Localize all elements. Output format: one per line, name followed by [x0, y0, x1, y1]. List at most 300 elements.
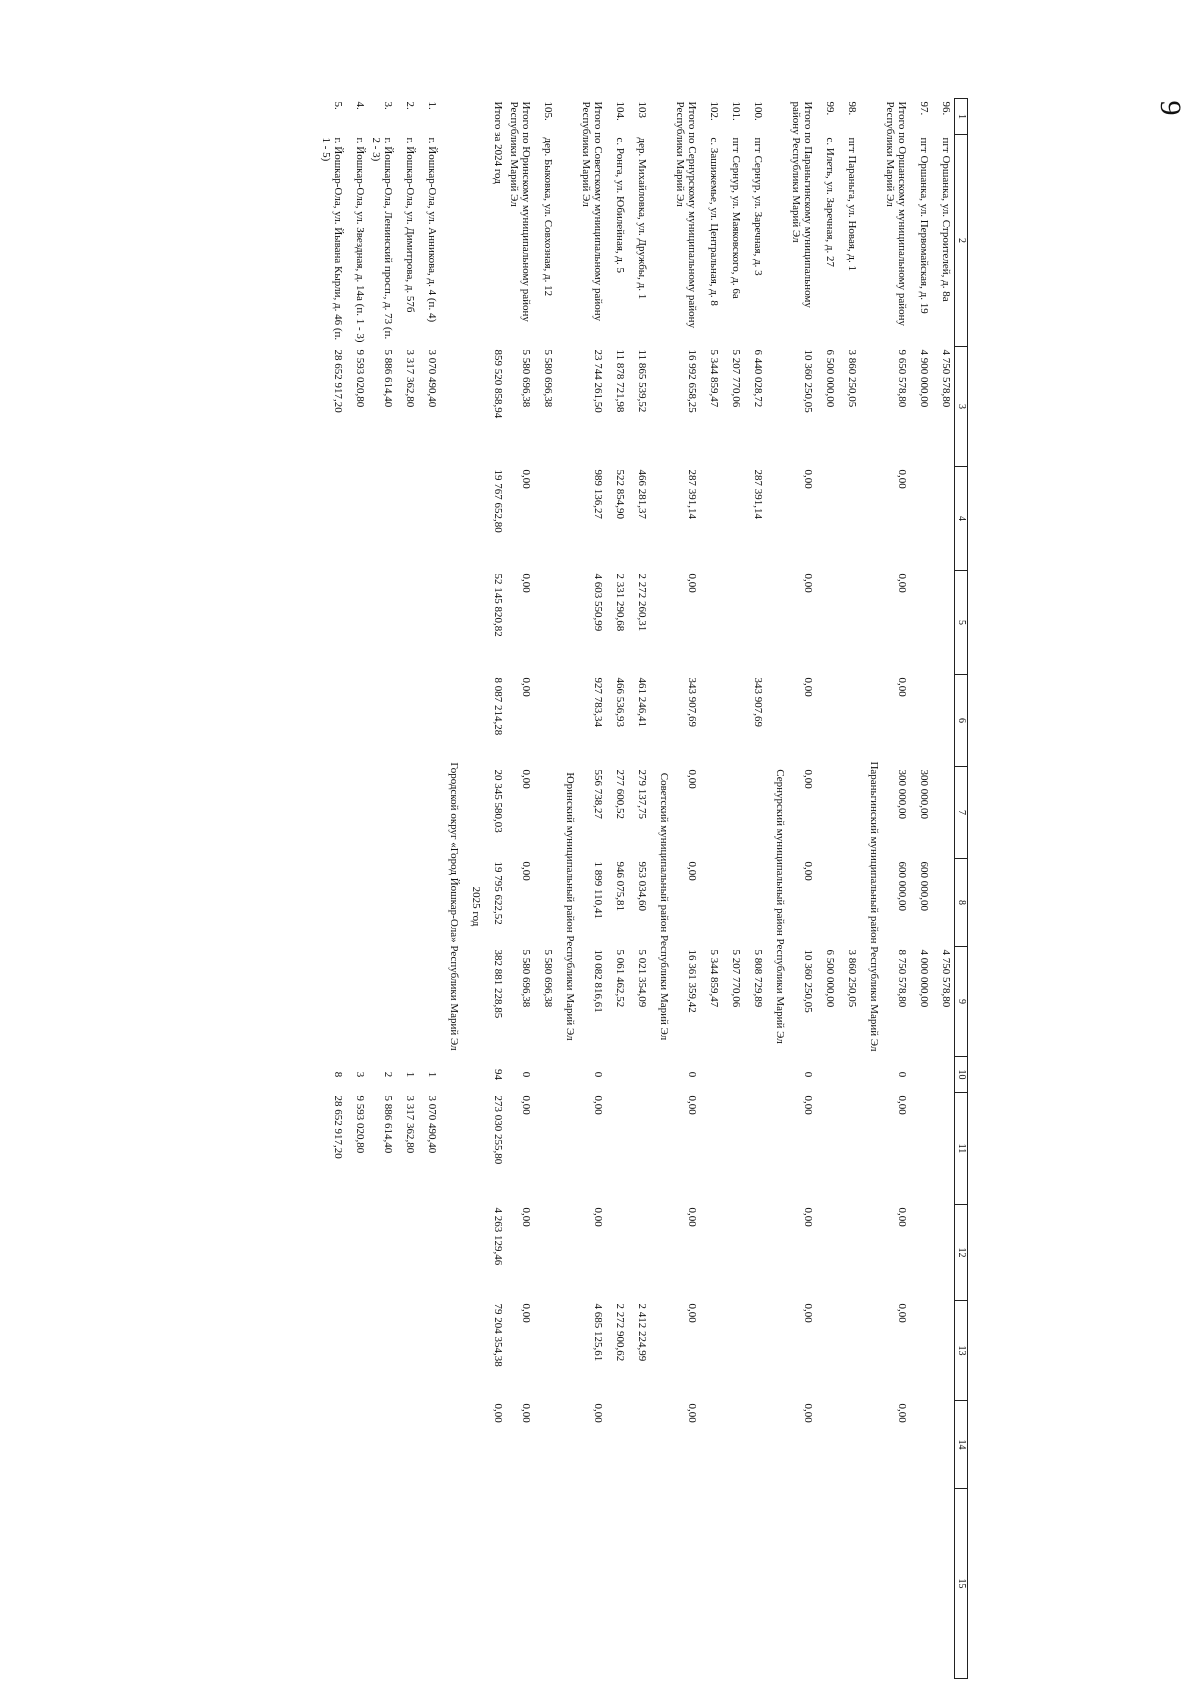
value-cell — [700, 571, 722, 675]
total-value: 0,00 — [896, 1207, 908, 1227]
value-cell — [722, 767, 744, 859]
value-cell: 5 808 729,89 — [752, 949, 764, 1008]
total-value: 989 136,27 — [592, 469, 604, 519]
table-row — [838, 99, 860, 1679]
section-title: Параньгинский муниципальный район Республики Марий Эл — [868, 761, 880, 1052]
value-cell — [418, 947, 440, 1057]
total-value: 0,00 — [520, 861, 532, 881]
value-cell: 343 907,69 — [752, 677, 764, 727]
column-number: 2 — [955, 135, 968, 347]
address-cell: дер. Михайловка, ул. Дружбы, д. 1 — [636, 137, 648, 300]
data-table — [318, 98, 968, 1679]
total-value: 0,00 — [492, 1403, 504, 1423]
value-cell: 300 000,00 — [918, 769, 930, 819]
value-cell — [744, 1057, 766, 1093]
total-value: 0,00 — [802, 861, 814, 881]
value-cell: 5 344 859,47 — [708, 349, 720, 408]
column-number: 14 — [955, 1401, 968, 1489]
value-cell — [744, 571, 766, 675]
value-cell — [910, 1401, 932, 1489]
value-cell: 5 580 696,38 — [542, 349, 554, 408]
total-label: Итого по Оршанскому муниципальному району Республики Марий Эл — [884, 101, 908, 327]
total-value: 0,00 — [896, 1403, 908, 1423]
value-cell — [396, 1205, 418, 1301]
value-cell — [318, 1489, 346, 1679]
table-row — [606, 99, 628, 1679]
section-spacer — [650, 99, 672, 135]
value-cell — [534, 1489, 556, 1679]
value-cell: 5 021 354,09 — [636, 949, 648, 1008]
value-cell — [368, 1401, 396, 1489]
value-cell — [418, 859, 440, 947]
value-cell: 6 440 028,72 — [752, 349, 764, 408]
value-cell — [396, 859, 418, 947]
total-value: 4 603 550,99 — [592, 573, 604, 632]
address-cell: пгт Сернур, ул. Маяковского, д. 6а — [730, 137, 742, 299]
column-number: 5 — [955, 571, 968, 675]
value-cell: 466 281,37 — [636, 469, 648, 519]
total-value: 0,00 — [896, 1095, 908, 1115]
total-value: 0,00 — [896, 469, 908, 489]
value-cell — [606, 1401, 628, 1489]
total-value: 859 520 858,94 — [492, 349, 504, 419]
address-cell: дер. Быковка, ул. Совхозная, д. 12 — [542, 137, 554, 297]
total-value: 0,00 — [802, 1303, 814, 1323]
section-title: Юринский муниципальный район Республики Марий Эл — [564, 772, 576, 1041]
value-cell — [628, 1489, 650, 1679]
value-cell: 287 391,14 — [752, 469, 764, 519]
row-number: 2. — [404, 101, 416, 110]
column-number: 10 — [955, 1057, 968, 1093]
value-cell — [932, 859, 955, 947]
total-value: 0,00 — [520, 769, 532, 789]
total-value — [506, 1489, 534, 1679]
section-row — [650, 99, 672, 1679]
total-value: 4 263 129,46 — [492, 1207, 504, 1266]
value-cell — [396, 467, 418, 571]
value-cell — [606, 1057, 628, 1093]
total-value: 0 — [896, 1071, 908, 1078]
total-value: 0,00 — [520, 1095, 532, 1115]
table-row — [722, 99, 744, 1679]
value-cell — [396, 1301, 418, 1401]
value-cell — [396, 571, 418, 675]
total-label: Итого за 2024 год — [492, 101, 504, 184]
value-cell — [700, 675, 722, 767]
value-cell — [932, 1093, 955, 1205]
value-cell — [700, 1401, 722, 1489]
value-cell: 5 207 770,06 — [730, 949, 742, 1008]
value-cell: 5 207 770,06 — [730, 349, 742, 408]
total-value: 79 204 354,38 — [492, 1303, 504, 1367]
column-number: 9 — [955, 947, 968, 1057]
table-row — [700, 99, 722, 1679]
value-cell: 1 — [426, 1071, 438, 1078]
total-value: 10 360 250,05 — [802, 949, 814, 1013]
value-cell — [744, 1401, 766, 1489]
total-value: 0,00 — [520, 573, 532, 593]
value-cell: 1 — [404, 1071, 416, 1078]
total-value: 287 391,14 — [686, 469, 698, 519]
value-cell — [910, 675, 932, 767]
value-cell — [534, 767, 556, 859]
row-number: 101. — [730, 101, 742, 121]
value-cell — [816, 1401, 838, 1489]
value-cell — [346, 1489, 368, 1679]
value-cell — [346, 467, 368, 571]
value-cell — [838, 1489, 860, 1679]
total-value: 0,00 — [896, 573, 908, 593]
value-cell — [910, 1489, 932, 1679]
total-value: 0,00 — [520, 1303, 532, 1323]
value-cell — [606, 1093, 628, 1205]
row-number: 5. — [332, 101, 344, 110]
address-cell: пгт Оршанка, ул. Первомайская, д. 19 — [918, 137, 930, 314]
value-cell — [318, 467, 346, 571]
row-number: 4. — [354, 101, 366, 110]
value-cell — [910, 1093, 932, 1205]
value-cell — [700, 1205, 722, 1301]
table-row — [534, 99, 556, 1679]
value-cell — [932, 571, 955, 675]
address-cell: г. Йошкар-Ола, ул. Димитрова, д. 57б — [404, 137, 416, 313]
total-value: 0,00 — [896, 1303, 908, 1323]
section-row — [556, 99, 578, 1679]
value-cell — [932, 767, 955, 859]
value-cell — [816, 1205, 838, 1301]
column-number-row — [955, 99, 968, 1679]
value-cell — [744, 1489, 766, 1679]
value-cell — [318, 1301, 346, 1401]
total-value: 0,00 — [686, 1207, 698, 1227]
value-cell — [534, 1057, 556, 1093]
value-cell — [628, 1093, 650, 1205]
address-cell: г. Йошкар-Ола, Ленинский просп., д. 73 (п. 2 - 3) — [370, 137, 394, 340]
value-cell: 946 075,81 — [614, 861, 626, 911]
total-value: 0,00 — [802, 677, 814, 697]
value-cell — [700, 467, 722, 571]
value-cell — [346, 675, 368, 767]
value-cell: 3 070 490,40 — [426, 1095, 438, 1154]
table-row — [346, 99, 368, 1679]
total-value — [882, 1489, 910, 1679]
value-cell: 2 412 224,99 — [636, 1303, 648, 1362]
value-cell — [744, 1205, 766, 1301]
total-value: 343 907,69 — [686, 677, 698, 727]
table-row — [318, 99, 346, 1679]
value-cell — [346, 1401, 368, 1489]
value-cell: 6 500 000,00 — [824, 349, 836, 408]
value-cell: 3 317 362,80 — [404, 349, 416, 408]
value-cell — [910, 571, 932, 675]
value-cell — [910, 1301, 932, 1401]
address-cell: с. Зашижемье, ул. Центральная, д. 8 — [708, 137, 720, 306]
row-number: 100. — [752, 101, 764, 121]
value-cell — [838, 859, 860, 947]
total-value: 0,00 — [686, 1095, 698, 1115]
total-value: 0,00 — [520, 677, 532, 697]
value-cell — [932, 1301, 955, 1401]
value-cell — [368, 1489, 396, 1679]
value-cell — [368, 947, 396, 1057]
section-spacer — [556, 99, 578, 135]
value-cell: 279 137,75 — [636, 769, 648, 819]
total-value: 0 — [592, 1071, 604, 1078]
value-cell — [396, 947, 418, 1057]
value-cell: 522 854,90 — [614, 469, 626, 519]
value-cell: 3 317 362,80 — [404, 1095, 416, 1154]
address-cell: с. Илеть, ул. Заречная, д. 27 — [824, 137, 836, 267]
value-cell — [396, 675, 418, 767]
section-row — [766, 99, 788, 1679]
value-cell — [700, 1057, 722, 1093]
column-number: 12 — [955, 1205, 968, 1301]
total-value — [578, 1489, 606, 1679]
total-value: 0,00 — [592, 1207, 604, 1227]
value-cell — [722, 1057, 744, 1093]
value-cell — [346, 1205, 368, 1301]
value-cell — [838, 1057, 860, 1093]
value-cell — [418, 767, 440, 859]
value-cell — [368, 1205, 396, 1301]
value-cell: 28 652 917,20 — [332, 1095, 344, 1159]
value-cell: 953 034,60 — [636, 861, 648, 911]
value-cell — [534, 467, 556, 571]
column-number: 7 — [955, 767, 968, 859]
value-cell: 4 900 000,00 — [918, 349, 930, 408]
total-value: 300 000,00 — [896, 769, 908, 819]
value-cell — [628, 1057, 650, 1093]
total-value: 5 580 696,38 — [520, 349, 532, 408]
value-cell: 466 536,93 — [614, 677, 626, 727]
section-spacer — [766, 99, 788, 135]
total-value: 0,00 — [520, 469, 532, 489]
address-cell: пгт Параньга, ул. Новая, д. 1 — [846, 137, 858, 271]
table-row — [368, 99, 396, 1679]
value-cell — [700, 1093, 722, 1205]
value-cell: 3 070 490,40 — [426, 349, 438, 408]
value-cell — [628, 1205, 650, 1301]
total-value: 10 360 250,05 — [802, 349, 814, 413]
value-cell — [932, 467, 955, 571]
table-row — [628, 99, 650, 1679]
total-value: 600 000,00 — [896, 861, 908, 911]
value-cell — [346, 859, 368, 947]
value-cell — [418, 675, 440, 767]
total-value: 273 030 255,80 — [492, 1095, 504, 1165]
value-cell — [838, 767, 860, 859]
value-cell — [838, 467, 860, 571]
year-row — [462, 99, 484, 1679]
total-label: Итого по Сернурскому муниципальному району Республики Марий Эл — [674, 101, 698, 329]
total-value: 1 899 110,41 — [592, 861, 604, 919]
total-value: 20 345 580,03 — [492, 769, 504, 833]
total-value — [788, 1489, 816, 1679]
total-row — [882, 99, 910, 1679]
value-cell — [318, 767, 346, 859]
total-label: Итого по Советскому муниципальному району Республики Марий Эл — [580, 101, 604, 322]
total-value: 0,00 — [686, 1403, 698, 1423]
total-value: 16 361 359,42 — [686, 949, 698, 1013]
row-number: 98. — [846, 101, 858, 116]
total-value: 8 750 578,80 — [896, 949, 908, 1008]
total-row — [506, 99, 534, 1679]
value-cell: 2 272 260,31 — [636, 573, 648, 632]
value-cell — [318, 675, 346, 767]
table-row — [816, 99, 838, 1679]
row-number: 99. — [824, 101, 836, 116]
value-cell: 28 652 917,20 — [332, 349, 344, 413]
value-cell — [534, 859, 556, 947]
row-number: 103 — [636, 101, 648, 118]
address-cell: с. Ронга, ул. Юбилейная, д. 5 — [614, 137, 626, 273]
row-number: 1. — [426, 101, 438, 110]
page-number: 9 — [1154, 100, 1187, 116]
total-value: 0,00 — [686, 573, 698, 593]
value-cell — [932, 675, 955, 767]
table-row — [910, 99, 932, 1679]
value-cell: 9 593 020,80 — [354, 349, 366, 408]
total-value: 94 — [492, 1069, 504, 1080]
table-row — [744, 99, 766, 1679]
value-cell — [346, 767, 368, 859]
value-cell — [932, 1489, 955, 1679]
value-cell — [368, 467, 396, 571]
section-row — [860, 99, 882, 1679]
value-cell: 600 000,00 — [918, 861, 930, 911]
total-value: 0,00 — [802, 469, 814, 489]
total-value: 4 685 125,61 — [592, 1303, 604, 1362]
total-value: 382 881 228,85 — [492, 949, 504, 1019]
total-value: 0,00 — [686, 1303, 698, 1323]
value-cell — [838, 1093, 860, 1205]
value-cell — [700, 1301, 722, 1401]
value-cell: 4 750 578,80 — [940, 949, 952, 1008]
value-cell: 11 878 721,98 — [614, 349, 626, 413]
section-title: Городской округ «Город Йошкар-Ола» Республики Марий Эл — [448, 762, 460, 1051]
total-label: Итого по Юринскому муниципальному району Республики Марий Эл — [508, 101, 532, 322]
total-value: 0,00 — [592, 1403, 604, 1423]
value-cell — [932, 1205, 955, 1301]
total-value: 556 738,27 — [592, 769, 604, 819]
value-cell — [534, 1093, 556, 1205]
value-cell — [534, 571, 556, 675]
value-cell — [910, 467, 932, 571]
total-label: Итого по Параньгинскому муниципальному району Республики Марий Эл — [790, 101, 814, 308]
value-cell — [346, 571, 368, 675]
total-value: 0,00 — [802, 769, 814, 789]
total-value: 0 — [520, 1071, 532, 1078]
value-cell — [534, 1401, 556, 1489]
value-cell — [722, 1301, 744, 1401]
value-cell: 3 860 250,05 — [846, 349, 858, 408]
value-cell — [722, 859, 744, 947]
value-cell — [318, 1401, 346, 1489]
value-cell — [816, 859, 838, 947]
value-cell — [418, 571, 440, 675]
value-cell — [534, 1205, 556, 1301]
value-cell: 5 886 614,40 — [382, 349, 394, 408]
value-cell: 2 272 900,62 — [614, 1303, 626, 1362]
value-cell — [534, 675, 556, 767]
value-cell — [722, 571, 744, 675]
value-cell — [910, 1205, 932, 1301]
address-cell: пгт Оршанка, ул. Строителей, д. 8а — [940, 137, 952, 302]
column-number: 15 — [955, 1489, 968, 1679]
total-value: 0,00 — [802, 1403, 814, 1423]
value-cell — [700, 1489, 722, 1679]
column-number: 11 — [955, 1093, 968, 1205]
row-number: 105. — [542, 101, 554, 121]
value-cell — [816, 571, 838, 675]
section-title: Советский муниципальный район Республики Марий Эл — [658, 772, 670, 1041]
value-cell — [838, 675, 860, 767]
total-row — [484, 99, 506, 1679]
value-cell: 2 331 290,68 — [614, 573, 626, 632]
value-cell — [418, 1205, 440, 1301]
value-cell — [606, 1489, 628, 1679]
value-cell — [318, 1205, 346, 1301]
year-title: 2025 год — [470, 886, 482, 927]
value-cell — [722, 467, 744, 571]
total-value: 23 744 261,50 — [592, 349, 604, 413]
value-cell: 3 — [354, 1071, 366, 1078]
value-cell — [722, 1205, 744, 1301]
value-cell: 6 500 000,00 — [824, 949, 836, 1008]
value-cell: 5 344 859,47 — [708, 949, 720, 1008]
value-cell — [318, 947, 346, 1057]
section-spacer — [860, 99, 882, 135]
year-spacer — [462, 99, 484, 135]
address-cell: г. Йошкар-Ола, ул. Анникова, д. 4 (п. 4) — [426, 137, 438, 323]
column-number: 8 — [955, 859, 968, 947]
value-cell — [816, 1489, 838, 1679]
value-cell: 2 — [382, 1071, 394, 1078]
row-number: 102. — [708, 101, 720, 121]
value-cell: 5 061 462,52 — [614, 949, 626, 1008]
value-cell — [816, 467, 838, 571]
value-cell — [418, 1301, 440, 1401]
value-cell — [744, 859, 766, 947]
value-cell — [816, 675, 838, 767]
value-cell — [368, 859, 396, 947]
row-number: 3. — [382, 101, 394, 110]
value-cell — [722, 1093, 744, 1205]
column-number: 4 — [955, 467, 968, 571]
value-cell — [318, 859, 346, 947]
value-cell — [368, 571, 396, 675]
value-cell — [722, 1489, 744, 1679]
value-cell — [418, 1489, 440, 1679]
value-cell — [700, 767, 722, 859]
value-cell — [418, 467, 440, 571]
value-cell — [932, 1401, 955, 1489]
value-cell — [346, 1301, 368, 1401]
value-cell — [368, 675, 396, 767]
value-cell: 5 886 614,40 — [382, 1095, 394, 1154]
section-row — [440, 99, 462, 1679]
total-row — [578, 99, 606, 1679]
value-cell: 9 593 020,80 — [354, 1095, 366, 1154]
total-value: 19 767 652,80 — [492, 469, 504, 533]
section-spacer — [440, 99, 462, 135]
value-cell — [722, 1401, 744, 1489]
column-number: 1 — [955, 99, 968, 135]
value-cell — [816, 1093, 838, 1205]
total-value: 0,00 — [802, 1207, 814, 1227]
row-number: 104. — [614, 101, 626, 121]
total-value: 0,00 — [520, 1403, 532, 1423]
